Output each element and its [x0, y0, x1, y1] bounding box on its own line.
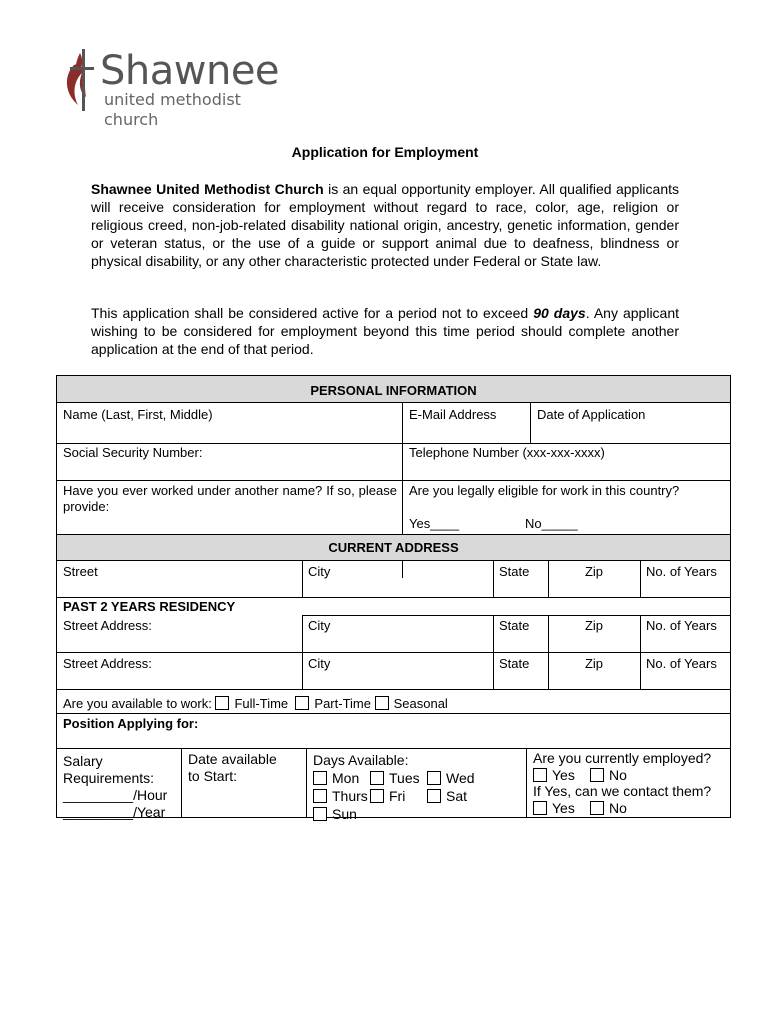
contact-no-label: No: [609, 799, 627, 816]
contact-no-checkbox[interactable]: [590, 801, 604, 815]
residency-zip-2[interactable]: Zip: [584, 656, 604, 671]
start-date-field[interactable]: [188, 751, 277, 785]
thurs-checkbox[interactable]: [313, 789, 327, 803]
full-time-label: Full-Time: [234, 696, 289, 711]
seasonal-label: Seasonal: [393, 696, 448, 711]
full-time-checkbox[interactable]: [215, 696, 229, 710]
eligible-yes-field[interactable]: Yes____: [409, 516, 460, 531]
org-name: Shawnee United Methodist Church: [91, 181, 324, 197]
residency-years-1[interactable]: No. of Years: [646, 618, 717, 633]
part-time-label: Part-Time: [314, 696, 371, 711]
personal-header: PERSONAL INFORMATION: [310, 383, 477, 398]
employed-yes-checkbox[interactable]: [533, 768, 547, 782]
current-years-field[interactable]: No. of Years: [646, 564, 717, 579]
cross-flame-icon: [60, 45, 100, 115]
mon-label: Mon: [332, 770, 360, 786]
seasonal-checkbox[interactable]: [375, 696, 389, 710]
current-street-field[interactable]: Street: [63, 564, 98, 579]
salary-label-1: Salary: [63, 753, 103, 769]
salary-requirements: [63, 753, 167, 821]
employed-yes-label: Yes: [552, 766, 575, 783]
residency-state-1[interactable]: State: [499, 618, 530, 633]
salary-year-field[interactable]: _________/Year: [63, 804, 166, 820]
ssn-field[interactable]: Social Security Number:: [63, 445, 203, 460]
sun-checkbox[interactable]: [313, 807, 327, 821]
employed-no-checkbox[interactable]: [590, 768, 604, 782]
other-name-field[interactable]: Have you ever worked under another name? If so, please provide:: [63, 483, 397, 514]
salary-label-2: Requirements:: [63, 770, 155, 786]
sat-checkbox[interactable]: [427, 789, 441, 803]
logo-name: Shawnee: [100, 48, 280, 94]
address-header: CURRENT ADDRESS: [328, 540, 459, 555]
intro-paragraph: [91, 180, 679, 270]
employment-status: [533, 750, 711, 816]
phone-field[interactable]: Telephone Number (xxx-xxx-xxxx): [409, 445, 605, 460]
days-label: Days Available:: [313, 752, 409, 768]
fri-checkbox[interactable]: [370, 789, 384, 803]
name-field[interactable]: Name (Last, First, Middle): [63, 407, 213, 422]
contact-yes-checkbox[interactable]: [533, 801, 547, 815]
intro-text: is an equal opportunity employer. All qualified applicants will receive consideration for employment without regard to race, color, age, religion or religious creed, non-job-related disability national origin, ancestry, genetic information, gender or veteran status, or the use of a guide or support animal due to deafness, blindness or physical disability, or any other characteristic protected under Federal or State law.: [91, 181, 680, 269]
current-zip-field[interactable]: Zip: [584, 564, 604, 579]
page-title: Application for Employment: [291, 144, 479, 160]
employed-no-label: No: [609, 766, 627, 783]
residency-street-2[interactable]: Street Address:: [63, 656, 152, 671]
days-available: [313, 751, 475, 823]
employed-question: Are you currently employed?: [533, 750, 712, 766]
availability-row: [63, 696, 448, 712]
application-form: [56, 375, 731, 822]
current-city-field[interactable]: City: [308, 564, 331, 579]
residency-street-1[interactable]: Street Address:: [63, 618, 152, 633]
residency-years-2[interactable]: No. of Years: [646, 656, 717, 671]
contact-question: If Yes, can we contact them?: [533, 783, 712, 799]
eligible-question: Are you legally eligible for work in this country?: [409, 483, 680, 498]
availability-label: Are you available to work:: [63, 696, 212, 711]
residency-header: PAST 2 YEARS RESIDENCY: [63, 599, 236, 614]
active-period-after: . Any applicant wishing to be considered for employment beyond this time period should complete another application at the end of that period.: [91, 305, 680, 357]
active-period-paragraph: [91, 304, 679, 358]
start-date-label-2: to Start:: [188, 768, 238, 784]
residency-state-2[interactable]: State: [499, 656, 530, 671]
wed-checkbox[interactable]: [427, 771, 441, 785]
church-logo: [60, 45, 300, 129]
contact-yes-label: Yes: [552, 799, 575, 816]
active-period-days: 90 days: [533, 305, 586, 321]
sat-label: Sat: [446, 788, 468, 804]
logo-subtitle: united methodist church: [104, 90, 241, 129]
email-field[interactable]: E-Mail Address: [409, 407, 497, 422]
active-period-before: This application shall be considered active for a period not to exceed: [91, 305, 534, 321]
wed-label: Wed: [446, 770, 475, 786]
residency-zip-1[interactable]: Zip: [584, 618, 604, 633]
tues-checkbox[interactable]: [370, 771, 384, 785]
residency-city-2[interactable]: City: [308, 656, 331, 671]
part-time-checkbox[interactable]: [295, 696, 309, 710]
fri-label: Fri: [389, 788, 406, 804]
tues-label: Tues: [389, 770, 420, 786]
mon-checkbox[interactable]: [313, 771, 327, 785]
eligible-no-field[interactable]: No_____: [525, 516, 578, 531]
sun-label: Sun: [332, 806, 357, 822]
start-date-label-1: Date available: [188, 751, 277, 767]
position-field[interactable]: Position Applying for:: [63, 716, 199, 731]
salary-hour-field[interactable]: _________/Hour: [63, 787, 168, 803]
date-of-application-field[interactable]: Date of Application: [537, 407, 646, 422]
thurs-label: Thurs: [332, 788, 368, 804]
residency-city-1[interactable]: City: [308, 618, 331, 633]
current-state-field[interactable]: State: [499, 564, 530, 579]
